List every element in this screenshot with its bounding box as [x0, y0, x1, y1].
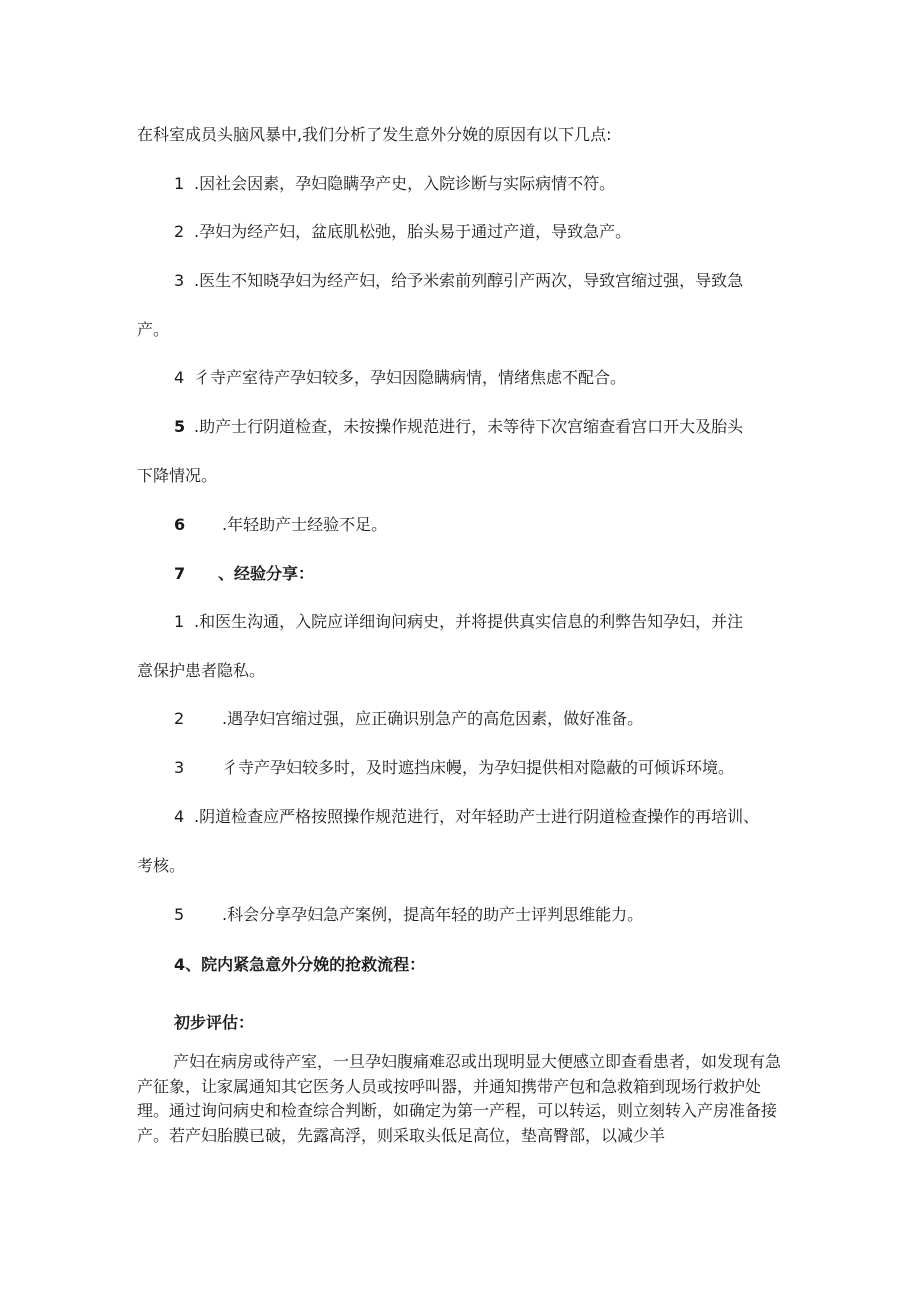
lesson-2-number: 2 [174, 709, 185, 728]
lesson-4-continuation: 考核。 [137, 856, 186, 875]
cause-2-number: 2 [174, 222, 185, 241]
cause-3-continuation: 产。 [137, 320, 170, 339]
lesson-1-continuation: 意保护患者隐私。 [137, 661, 266, 680]
section-7-number: 7 [174, 564, 186, 583]
cause-5-text: .助产士行阴道检查，未按操作规范进行，未等待下次宫缩查看宫口开大及胎头 [194, 417, 744, 436]
lesson-2-text: .遇孕妇宫缩过强，应正确识别急产的高危因素，做好准备。 [222, 709, 644, 728]
assessment-paragraph: 产妇在病房或待产室，一旦孕妇腹痛难忍或出现明显大便感立即查看患者，如发现有急产征象，让家属通知其它医务人员或按呼叫器，并通知携带产包和急救箱到现场行救护处理。通过询问病史和检查综合判断，如确定为第一产程，可以转运，则立刻转入产房准备接产。若产妇胎膜已破，先露高浮，则采取头低足高位，垫高臀部，以减少羊 [137, 1052, 782, 1145]
cause-4-text: 彳寺产室待产孕妇较多，孕妇因隐瞒病情，情绪焦虑不配合。 [194, 368, 627, 387]
cause-5-number: 5 [174, 417, 186, 436]
cause-1-number: 1 [174, 174, 185, 193]
cause-6-text: .年轻助产士经验不足。 [222, 515, 388, 534]
lesson-3-number: 3 [174, 758, 185, 777]
cause-3-text: .医生不知晓孕妇为经产妇，给予米索前列醇引产两次，导致宫缩过强，导致急 [194, 271, 744, 290]
cause-4-number: 4 [174, 368, 185, 387]
lesson-1-number: 1 [174, 612, 185, 631]
lesson-5-number: 5 [174, 905, 185, 924]
lesson-4-number: 4 [174, 807, 185, 826]
lesson-4-text: .阴道检查应严格按照操作规范进行，对年轻助产士进行阴道检查操作的再培训、 [194, 807, 760, 826]
section-7-heading: 、经验分享： [218, 564, 315, 583]
lesson-5-text: .科会分享孕妇急产案例，提高年轻的助产士评判思维能力。 [222, 905, 644, 924]
intro-text: 在科室成员头脑风暴中,我们分析了发生意外分娩的原因有以下几点: [137, 125, 612, 144]
cause-6-number: 6 [174, 515, 186, 534]
cause-5-continuation: 下降情况。 [137, 466, 218, 485]
lesson-1-text: .和医生沟通，入院应详细询问病史，并将提供真实信息的利弊告知孕妇，并注 [194, 612, 744, 631]
cause-2-text: .孕妇为经产妇，盆底肌松弛，胎头易于通过产道，导致急产。 [194, 222, 632, 241]
cause-1-text: .因社会因素，孕妇隐瞒孕产史，入院诊断与实际病情不符。 [194, 174, 616, 193]
section-4-heading: 4、院内紧急意外分娩的抢救流程： [174, 955, 426, 974]
cause-3-number: 3 [174, 271, 185, 290]
initial-assessment-heading: 初步评估： [174, 1013, 255, 1032]
lesson-3-text: 彳寺产孕妇较多时，及时遮挡床幔，为孕妇提供相对隐蔽的可倾诉环境。 [222, 758, 735, 777]
